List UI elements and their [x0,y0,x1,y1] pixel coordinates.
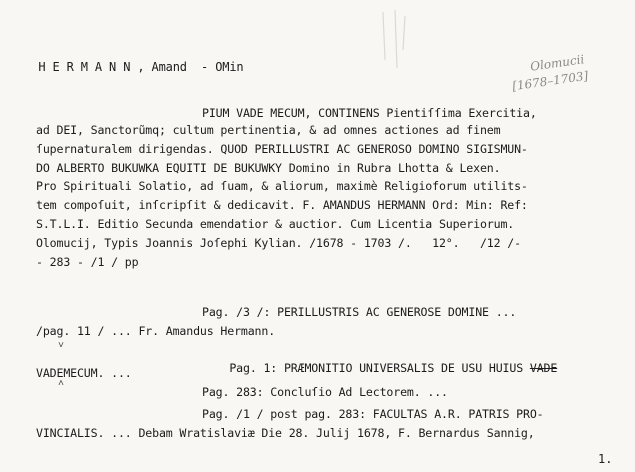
title-line-7: S.T.L.I. Editio Secunda emendatior & auctior. Cum Licentia Superiorum. [36,217,515,231]
note-facultas: Pag. /1 / post pag. 283: FACULTAS A.R. PATRIS PRO- [202,407,544,421]
note-conclusio: Pag. 283: Concluſio Ad Lectorem. ... [202,385,448,399]
collation-line: - 283 - /1 / pp [36,255,139,269]
note-dedication-end: /pag. 11 / ... Fr. Amandus Hermann. [36,324,276,338]
title-line-3: ſupernaturalem dirigendas. QUOD PERILLUSTRI AC GENEROSO DOMINO SIGISMUN- [36,142,528,156]
insertion-mark: ˅ [58,340,65,351]
struck-word: VADE [529,361,558,375]
title-line-6: tem compoſuit, inſcripſit & dedicavit. F. AMANDUS HERMANN Ord: Min: Ref: [36,198,528,212]
imprint-line: Olomucij, Typis Joannis Joſephi Kylian. /1678 - 1703 /. 12°. /12 /- [36,236,521,250]
note-dedication: Pag. /3 /: PERILLUSTRIS AC GENEROSE DOMINE ... [202,305,517,319]
handwritten-place: Olomucii [529,52,586,74]
title-line-1: PIUM VADE MECUM, CONTINENS Pientiſſima Exercitia, [202,106,537,120]
correction-mark: ˄ [58,378,65,389]
note-praemonitio-text: Pag. 1: PRÆMONITIO UNIVERSALIS DE USU HUIUS [229,361,530,375]
note-praemonitio [202,347,557,389]
heading-dash: - [201,60,209,74]
note-praemonitio-end: VADEMECUM. ... [36,366,132,380]
order-abbrev: OMin [215,60,244,74]
page-number: 1. [598,452,613,466]
author-name: H E R M A N N , Amand [38,60,187,74]
bleed-through-marks [375,10,415,70]
title-line-2: ad DEI, Sanctorũmq; cultum pertinentia, & ad omnes actiones ad finem [36,123,501,137]
title-line-4: DO ALBERTO BUKUWKA EQUITI DE BUKUWKY Domino in Rubra Lhotta & Lexen. [36,161,501,175]
handwritten-dates: [1678–1703] [511,68,590,94]
title-line-5: Pro Spirituali Solatio, ad ſuam, & aliorum, maximè Religioforum utilits- [36,179,528,193]
card-heading [10,46,244,88]
note-facultas-end: VINCIALIS. ... Debam Wratislaviæ Die 28. Julij 1678, F. Bernardus Sannig, [36,426,535,440]
